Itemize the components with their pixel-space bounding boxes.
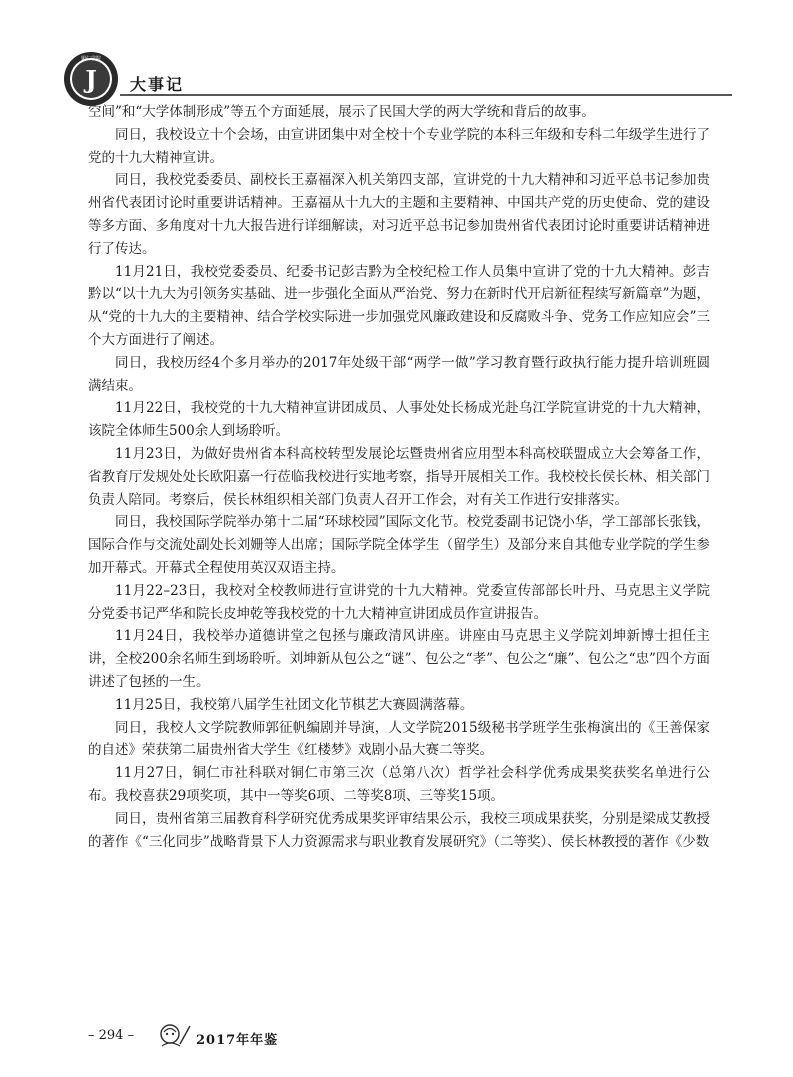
yearbook-title: 2017年年鉴: [196, 1033, 279, 1048]
paragraph: 11月23日，为做好贵州省本科高校转型发展论坛暨贵州省应用型本科高校联盟成立大会筹备工作，省教育厅发规处处长欧阳嘉一行莅临我校进行实地考察，指导开展相关工作。我校校长侯长林、相关部门负责人陪同。考察后，侯长林组织相关部门负责人召开工作会，对有关工作进行安排落实。: [88, 445, 710, 508]
university-logo: [62, 50, 120, 108]
paragraph: 同日，贵州省第三届教育科学研究优秀成果奖评审结果公示，我校三项成果获奖，分别是梁成艾教授的著作《“三化同步”战略背景下人力资源需求与职业教育发展研究》（二等奖）、侯长林教授的著作《少数: [88, 810, 710, 850]
svg-text:J: J: [85, 65, 97, 94]
paragraph: 同日，我校国际学院举办第十二届“环球校园”国际文化节。校党委副书记饶小华，学工部部长张钱，国际合作与交流处副处长刘姗等人出席；国际学院全体学生（留学生）及部分来自其他专业学院的学生参加开幕式。开幕式全程使用英汉双语主持。: [88, 514, 710, 576]
paragraph: 同日，我校人文学院教师郭征帆编剧并导演，人文学院2015级秘书学班学生张梅演出的《王善保家的自述》荣获第二届贵州省大学生《红楼梦》戏剧小品大赛二等奖。: [88, 719, 710, 759]
svg-text:铜仁学院: 铜仁学院: [80, 56, 102, 62]
page-footer: [88, 1020, 388, 1050]
paragraph: 11月22日，我校党的十九大精神宣讲团成员、人事处处长杨成光赴乌江学院宣讲党的十九大精神，该院全体师生500余人到场聆听。: [88, 400, 710, 440]
main-content: [88, 101, 710, 853]
paragraph: 11月24日，我校举办道德讲堂之包拯与廉政清风讲座。讲座由马克思主义学院刘坤新博士担任主讲，全校200余名师生到场聆听。刘坤新从包公之“谜”、包公之“孝”、包公之“廉”、包公之“忠”四个方面讲述了包拯的一生。: [88, 628, 710, 690]
page-number: – 294 –: [88, 1028, 135, 1043]
paragraph: 11月22–23日，我校对全校教师进行宣讲党的十九大精神。党委宣传部部长叶丹、马克思主义学院分党委书记严华和院长皮坤乾等我校党的十九大精神宣讲团成员作宣讲报告。: [88, 582, 710, 622]
page-header: [62, 50, 732, 100]
yearbook-mascot-icon: [158, 1020, 192, 1050]
paragraph: 11月27日，铜仁市社科联对铜仁市第三次（总第八次）哲学社会科学优秀成果奖获奖名单进行公布。我校喜获29项奖项，其中一等奖6项、二等奖8项、三等奖15项。: [88, 765, 710, 804]
paragraph: 空间”和“大学体制形成”等五个方面延展，展示了民国大学的两大学统和背后的故事。: [88, 104, 595, 120]
section-title: 大事记: [130, 75, 185, 94]
paragraph: 11月21日，我校党委委员、纪委书记彭吉黔为全校纪检工作人员集中宣讲了党的十九大精神。彭吉黔以“以十九大为引领务实基础、进一步强化全面从严治党、努力在新时代开启新征程续写新篇章”为题，从“党的十九大的主要精神、结合学校实际进一步加强党风廉政建设和反腐败斗争、党务工作应知应会”三个大方面进行了阐述。: [88, 263, 710, 348]
header-divider: [120, 94, 732, 96]
paragraph: 同日，我校历经4个多月举办的2017年处级干部“两学一做”学习教育暨行政执行能力提升培训班圆满结束。: [88, 354, 710, 394]
paragraph: 11月25日，我校第八届学生社团文化节棋艺大赛圆满落幕。: [115, 696, 474, 713]
paragraph: 同日，我校党委委员、副校长王嘉福深入机关第四支部，宣讲党的十九大精神和习近平总书记参加贵州省代表团讨论时重要讲话精神。王嘉福从十九大的主题和主要精神、中国共产党的历史使命、党的建设等多方面、多角度对十九大报告进行详细解读，对习近平总书记参加贵州省代表团讨论时重要讲话精神进行了传达。: [88, 172, 710, 257]
paragraph: 同日，我校设立十个会场，由宣讲团集中对全校十个专业学院的本科三年级和专科二年级学生进行了党的十九大精神宣讲。: [88, 126, 710, 166]
